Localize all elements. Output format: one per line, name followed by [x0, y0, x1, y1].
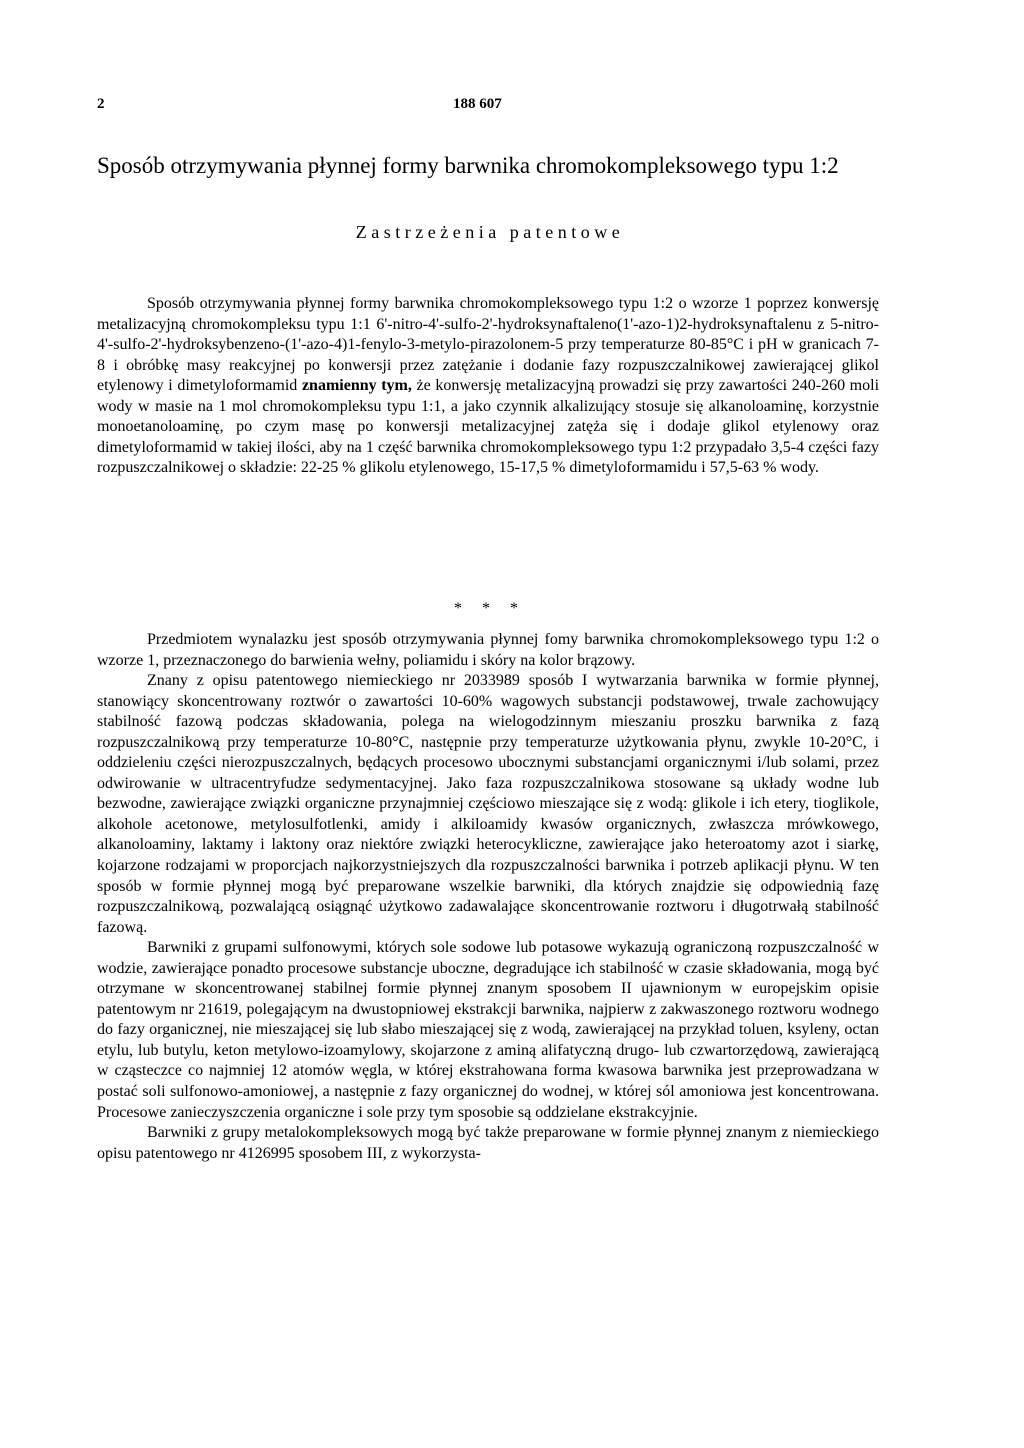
description-paragraph: Przedmiotem wynalazku jest sposób otrzymywania płynnej fomy barwnika chromokompleksowego typu 1:2 o wzorze 1, przeznaczonego do barwienia wełny, poliamidu i skóry na kolor brązowy. — [97, 631, 879, 669]
claim-characterizing-phrase: znamienny tym, — [301, 377, 412, 395]
claims-heading: Zastrzeżenia patentowe — [355, 222, 625, 242]
claim-paragraph — [97, 294, 879, 479]
page-number: 2 — [97, 96, 105, 112]
description-paragraph: Barwniki z grupami sulfonowymi, których sole sodowe lub potasowe wykazują ograniczoną rozpuszczalność w wodzie, zawierające ponadto procesowe substancje uboczne, degradujące ich stabilność w czasie składowania, mogą być otrzymane w skoncentrowanej stabilnej formie płynnej znanym sposobem II ujawnionym w europejskim opisie patentowym nr 21619, polegającym na dwustopniowej ekstrakcji barwnika, najpierw z zakwaszonego roztworu wodnego do fazy organicznej, nie mieszającej się lub słabo mieszającej się z wodą, zawierającej na przykład toluen, ksyleny, octan etylu, lub butylu, keton metylowo-izoamylowy, skojarzone z aminą alifatyczną drugo- lub czwartorzędową, zawierającą w cząsteczce co najmniej 12 atomów węgla, w której ekstrahowana forma kwasowa barwnika jest przeprowadzana w postać soli sulfonowo-amoniowej, a następnie z fazy organicznej do wodnej, w której sól amoniowa jest koncentrowana. Procesowe zanieczyszczenia organiczne i sole przy tym sposobie są oddzielane ekstrakcyjnie. — [97, 939, 879, 1121]
section-separator: * * * — [454, 600, 526, 617]
description-paragraph: Znany z opisu patentowego niemieckiego nr 2033989 sposób I wytwarzania barwnika w formie płynnej, stanowiący skoncentrowany roztwór o zawartości 10-60% wagowych substancji podstawowej, trwale zachowujący stabilność fazową podczas składowania, polega na wielogodzinnym mieszaniu proszku barwnika z fazą rozpuszczalnikową przy temperaturze 10-80°C, następnie przy temperaturze użytkowania płynu, zwykle 10-20°C, i oddzieleniu części nierozpuszczalnych, będących procesowo ubocznymi substancjami organicznymi i/lub solami, przez odwirowanie w ultracentryfudze sedymentacyjnej. Jako faza rozpuszczalnikowa stosowane są układy wodne lub bezwodne, zawierające związki organiczne przynajmniej częściowo mieszające się z wodą: glikole i ich etery, tioglikole, alkohole acetonowe, metylosulfotlenki, amidy i alkiloamidy kwasów organicznych, zwłaszcza mrówkowego, alkanoloaminy, laktamy i laktony oraz niektóre związki heterocykliczne, zawierające jako heteroatomy azot i siarkę, kojarzone rodzajami w proporcjach najkorzystniejszych dla rozpuszczalności barwnika i potrzeb aplikacji płynu. W ten sposób w formie płynnej mogą być preparowane wszelkie barwniki, dla których znajdzie się odpowiednią fazę rozpuszczalnikową, pozwalającą osiągnąć użytkowo zadawalające skoncentrowanie roztworu i długotrwałą stabilność fazową. — [97, 672, 879, 936]
patent-number: 188 607 — [453, 96, 502, 112]
claim-text-end: że konwersję metalizacyjną prowadzi się przy zawartości 240-260 moli wody w masie na 1 mol chromokompleksu typu 1:1, a jako czynnik alkalizujący stosuje się alkanoloaminę, korzystnie monoetanoloaminę, po czym masę po konwersji metalizacyjnej zatęża się i dodaje glikol etylenowy oraz dimetyloformamid w takiej ilości, aby na 1 część barwnika chromokompleksowego typu 1:2 przypadało 3,5-4 części fazy rozpuszczalnikowej o składzie: 22-25 % glikolu etylenowego, 15-17,5 % dimetyloformamidu i 57,5-63 % wody. — [97, 377, 880, 477]
description-body — [97, 630, 879, 1164]
document-title: Sposób otrzymywania płynnej formy barwnika chromokompleksowego typu 1:2 — [97, 153, 839, 178]
claim-text-start: Sposób otrzymywania płynnej formy barwnika chromokompleksowego typu 1:2 o wzorze 1 poprzez konwersję metalizacyjną chromokompleksu typu 1:1 6'-nitro-4'-sulfo-2'-hydroksynaftaleno(1'-azo-1)2-hydroksynaftalenu z 5-nitro-4'-sulfo-2'-hydroksybenzeno-(1'-azo-4)1-fenylo-3-metylo-pirazolonem-5 przy temperaturze 80-85°C i pH w granicach 7-8 i obróbkę masy reakcyjnej po konwersji przez zatężanie i dodanie fazy rozpuszczalnikowej zawierającej glikol etylenowy i dimetyloformamid — [97, 295, 879, 395]
description-paragraph: Barwniki z grupy metalokompleksowych mogą być także preparowane w formie płynnej znanym z niemieckiego opisu patentowego nr 4126995 sposobem III, z wykorzysta- — [97, 1124, 879, 1162]
